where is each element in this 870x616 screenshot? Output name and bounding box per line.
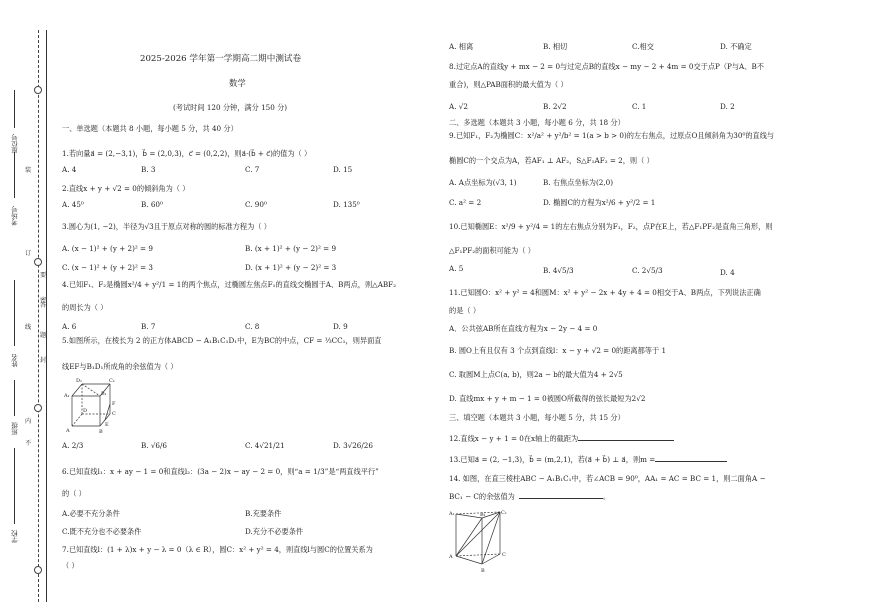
option: C. 取圆M上点C(a, b)，则2a − b的最大值为4 + 2√5 — [449, 370, 623, 379]
strip-note: 答 — [40, 302, 47, 309]
option: B. 右焦点坐标为(2,0) — [543, 178, 614, 187]
option: C. 7 — [245, 165, 260, 174]
vertex-label: B₁ — [480, 512, 486, 518]
vertex-label: C — [502, 552, 506, 558]
option: C. 1 — [632, 102, 647, 111]
question-8: 8.过定点A的直线y + mx − 2 = 0与过定点B的直线x − my − 2 + 4m = 0交于点P（P与A、B不 — [449, 62, 764, 71]
vertex-label: A₁ — [449, 511, 455, 517]
question-2: 2.直线x + y + √2 = 0的倾斜角为（ ） — [62, 184, 190, 193]
option: B. 60⁰ — [141, 200, 163, 209]
vertex-label: A — [449, 554, 453, 560]
question-10-cont: △F₁PF₂的面积可能为（ ） — [449, 246, 535, 255]
vertex-label: D₁ — [76, 378, 83, 384]
option: C. a² = 2 — [449, 198, 482, 207]
option: A. 2/3 — [62, 441, 84, 450]
end-dot: 。 — [602, 492, 611, 501]
question-6: 6.已知直线l₁：x + ay − 1 = 0和直线l₂：(3a − 2)x − ay − 2 = 0，则“a = 1/3”是“两直线平行” — [62, 467, 379, 476]
prism-figure — [448, 508, 514, 578]
option: D. 不确定 — [720, 42, 752, 51]
section-heading: 一、单选题（本题共 8 小题，每小题 5 分，共 40 分） — [62, 124, 238, 133]
school-field: 学校 — [11, 530, 19, 543]
strip-note: 订 — [25, 250, 32, 257]
option: B. 圆O上有且仅有 3 个点到直线l：x − y + √2 = 0的距离都等于 1 — [449, 346, 667, 355]
subject: 数学 — [229, 78, 246, 88]
field-line — [14, 448, 15, 524]
question-11-cont: 的是（ ） — [449, 306, 481, 315]
option: B. 2√2 — [543, 102, 567, 111]
option: C. 2√5/3 — [632, 266, 663, 275]
question-12 — [449, 433, 674, 443]
vertex-label: A₁ — [64, 393, 70, 399]
question-14-cont — [449, 491, 610, 501]
answer-blank[interactable] — [655, 454, 727, 462]
question-8-cont: 重合)，则△PAB面积的最大值为（ ） — [449, 80, 568, 89]
option: B. (x + 1)² + (y − 2)² = 9 — [245, 244, 337, 253]
vertex-label: C₁ — [501, 510, 507, 516]
strip-note: 封 — [40, 357, 47, 364]
answer-blank[interactable] — [578, 433, 674, 441]
vertex-label: B₁ — [101, 391, 107, 397]
strip-note: 密 — [40, 297, 47, 304]
question-5: 5.如图所示，在棱长为 2 的正方体ABCD − A₁B₁C₁D₁中，E为BC的中点，CF = ⅓CC₁，则异面直 — [62, 336, 382, 345]
question-12-text: 12.直线x − y + 1 = 0在x轴上的截距为 — [449, 434, 579, 443]
question-5-cont: 线EF与B₁D₁所成角的余弦值为（ ） — [62, 362, 178, 371]
question-9: 9.已知F₁，F₂为椭圆C：x²/a² + y²/b² = 1(a > b > 0)的左右焦点，过原点O且倾斜角为30⁰的直线与 — [449, 131, 775, 140]
question-14: 14. 如图，在直三棱柱ABC − A₁B₁C₁中，若∠ACB = 90⁰，AA₁ = AC = BC = 1，则二面角A − — [449, 474, 766, 483]
option: A．公共弦AB所在直线方程为x − 2y − 4 = 0 — [449, 324, 598, 333]
field-line — [14, 380, 15, 416]
binding-hole — [34, 566, 42, 574]
strip-note: 装 — [25, 167, 32, 174]
section-heading: 二、多选题（本题共 3 小题，每小题 6 分，共 18 分） — [449, 118, 625, 127]
option: D. 4 — [720, 268, 735, 277]
option: B.充要条件 — [245, 509, 282, 518]
strip-note: 要 — [40, 272, 47, 279]
option: B. 4√5/3 — [543, 266, 574, 275]
vertex-label: E — [105, 422, 109, 428]
option: C.相交 — [632, 42, 654, 51]
binding-hole — [34, 404, 42, 412]
vertex-label: F — [112, 401, 116, 407]
vertex-label: C — [112, 411, 116, 417]
option: D. 2 — [720, 102, 735, 111]
question-13 — [449, 454, 727, 464]
option: B. √6/6 — [141, 441, 167, 450]
cube-figure — [64, 376, 128, 438]
class-field: 班级 — [11, 422, 19, 435]
outer-line — [46, 30, 47, 602]
seat-number-field: 座位号 — [11, 134, 19, 154]
question-14-text: BC₁ − C的余弦值为 — [449, 492, 515, 501]
option: A. 4 — [62, 165, 77, 174]
binding-hole — [34, 86, 42, 94]
vertex-label: B — [99, 429, 103, 435]
binding-hole — [34, 258, 42, 266]
question-3: 3.圆心为(1, −2)，半径为√3且于原点对称的圆的标准方程为（ ） — [62, 222, 271, 231]
option: A. 相离 — [449, 42, 474, 51]
option: D. 3√26/26 — [333, 441, 373, 450]
vertex-label: A — [66, 428, 70, 434]
fold-line — [38, 30, 39, 602]
exam-room-field: 考场号 — [11, 206, 19, 226]
option: C. 4√21/21 — [245, 441, 285, 450]
vertex-label: B — [481, 568, 485, 574]
question-10: 10.已知椭圆E：x²/9 + y²/4 = 1的左右焦点分别为F₁，F₂，点P在E上，若△F₁PF₂是直角三角形，则 — [449, 222, 773, 231]
option: D. 直线mx + y + m − 1 = 0被圆O所截得的弦长最短为2√2 — [449, 394, 646, 403]
option: D. 135⁰ — [333, 200, 360, 209]
option: B. 7 — [141, 322, 156, 331]
option: A.必要不充分条件 — [62, 509, 120, 518]
strip-note: 题 — [40, 332, 47, 339]
strip-note: 不 — [25, 440, 32, 447]
section-heading: 三、填空题（本题共 3 小题，每小题 5 分，共 15 分） — [449, 413, 625, 422]
field-line — [14, 152, 15, 198]
vertex-label: D — [83, 408, 88, 414]
option: C. 90⁰ — [245, 200, 267, 209]
field-line — [14, 280, 15, 346]
question-4-cont: 的周长为（ ） — [62, 303, 108, 312]
question-7-cont: （ ） — [62, 561, 79, 570]
question-9-cont: 椭圆C的一个交点为A，若AF₁ ⊥ AF₂，S△F₁AF₂ = 2，则（ ） — [449, 156, 654, 165]
option: C.既不充分也不必要条件 — [62, 527, 142, 536]
question-7: 7.已知直线l：(1 + λ)x + y − λ = 0（λ ∈ R），圆C：x² + y² = 4，则直线l与圆C的位置关系为 — [62, 545, 373, 554]
option: D. 9 — [333, 322, 348, 331]
option: C. (x − 1)² + (y + 2)² = 3 — [62, 263, 153, 272]
option: A. √2 — [449, 102, 468, 111]
option: D.充分不必要条件 — [245, 527, 304, 536]
option: A. 5 — [449, 264, 464, 273]
strip-note: 线 — [25, 324, 32, 331]
question-13-text: 13.已知a⃗ = (2, −1,3)，b⃗ = (m,2,1)，若(a⃗ + b⃗) ⊥ a⃗，则m = — [449, 455, 656, 464]
option: D. 15 — [333, 165, 353, 174]
question-6-cont: 的（ ） — [62, 489, 86, 498]
field-line — [14, 90, 15, 128]
option: C. 8 — [245, 322, 260, 331]
option: B. 3 — [141, 165, 156, 174]
answer-blank[interactable] — [519, 491, 603, 499]
option: B. 相切 — [543, 42, 568, 51]
option: D. 椭圆C的方程为x²/6 + y²/2 = 1 — [543, 198, 656, 207]
vertex-label: C₁ — [109, 378, 115, 384]
option: D. (x + 1)² + (y − 2)² = 3 — [245, 263, 337, 272]
strip-note: 内 — [25, 418, 32, 425]
question-4: 4.已知F₁、F₂是椭圆x²/4 + y²/1 = 1的两个焦点，过椭圆左焦点F₁的直线交椭圆于A、B两点，则△ABF₂ — [62, 280, 397, 289]
name-field: 姓名 — [11, 354, 19, 367]
question-11: 11.已知圆O：x² + y² = 4和圆M：x² + y² − 2x + 4y + 4 = 0相交于A、B两点，下列说法正确 — [449, 288, 761, 297]
exam-title: 2025-2026 学年第一学期高二期中测试卷 — [140, 54, 302, 64]
option: A. 45⁰ — [62, 200, 84, 209]
question-1: 1.若向量a⃗ = (2,−3,1)，b⃗ = (2,0,3)，c⃗ = (0,2,2)，则a⃗·(b⃗ + c⃗)的值为（ ） — [62, 149, 312, 158]
option: A. (x − 1)² + (y + 2)² = 9 — [62, 244, 153, 253]
option: A. 6 — [62, 322, 77, 331]
option: A. A点坐标为(√3, 1) — [449, 178, 517, 187]
exam-info: (考试时间 120 分钟，满分 150 分) — [173, 103, 288, 112]
